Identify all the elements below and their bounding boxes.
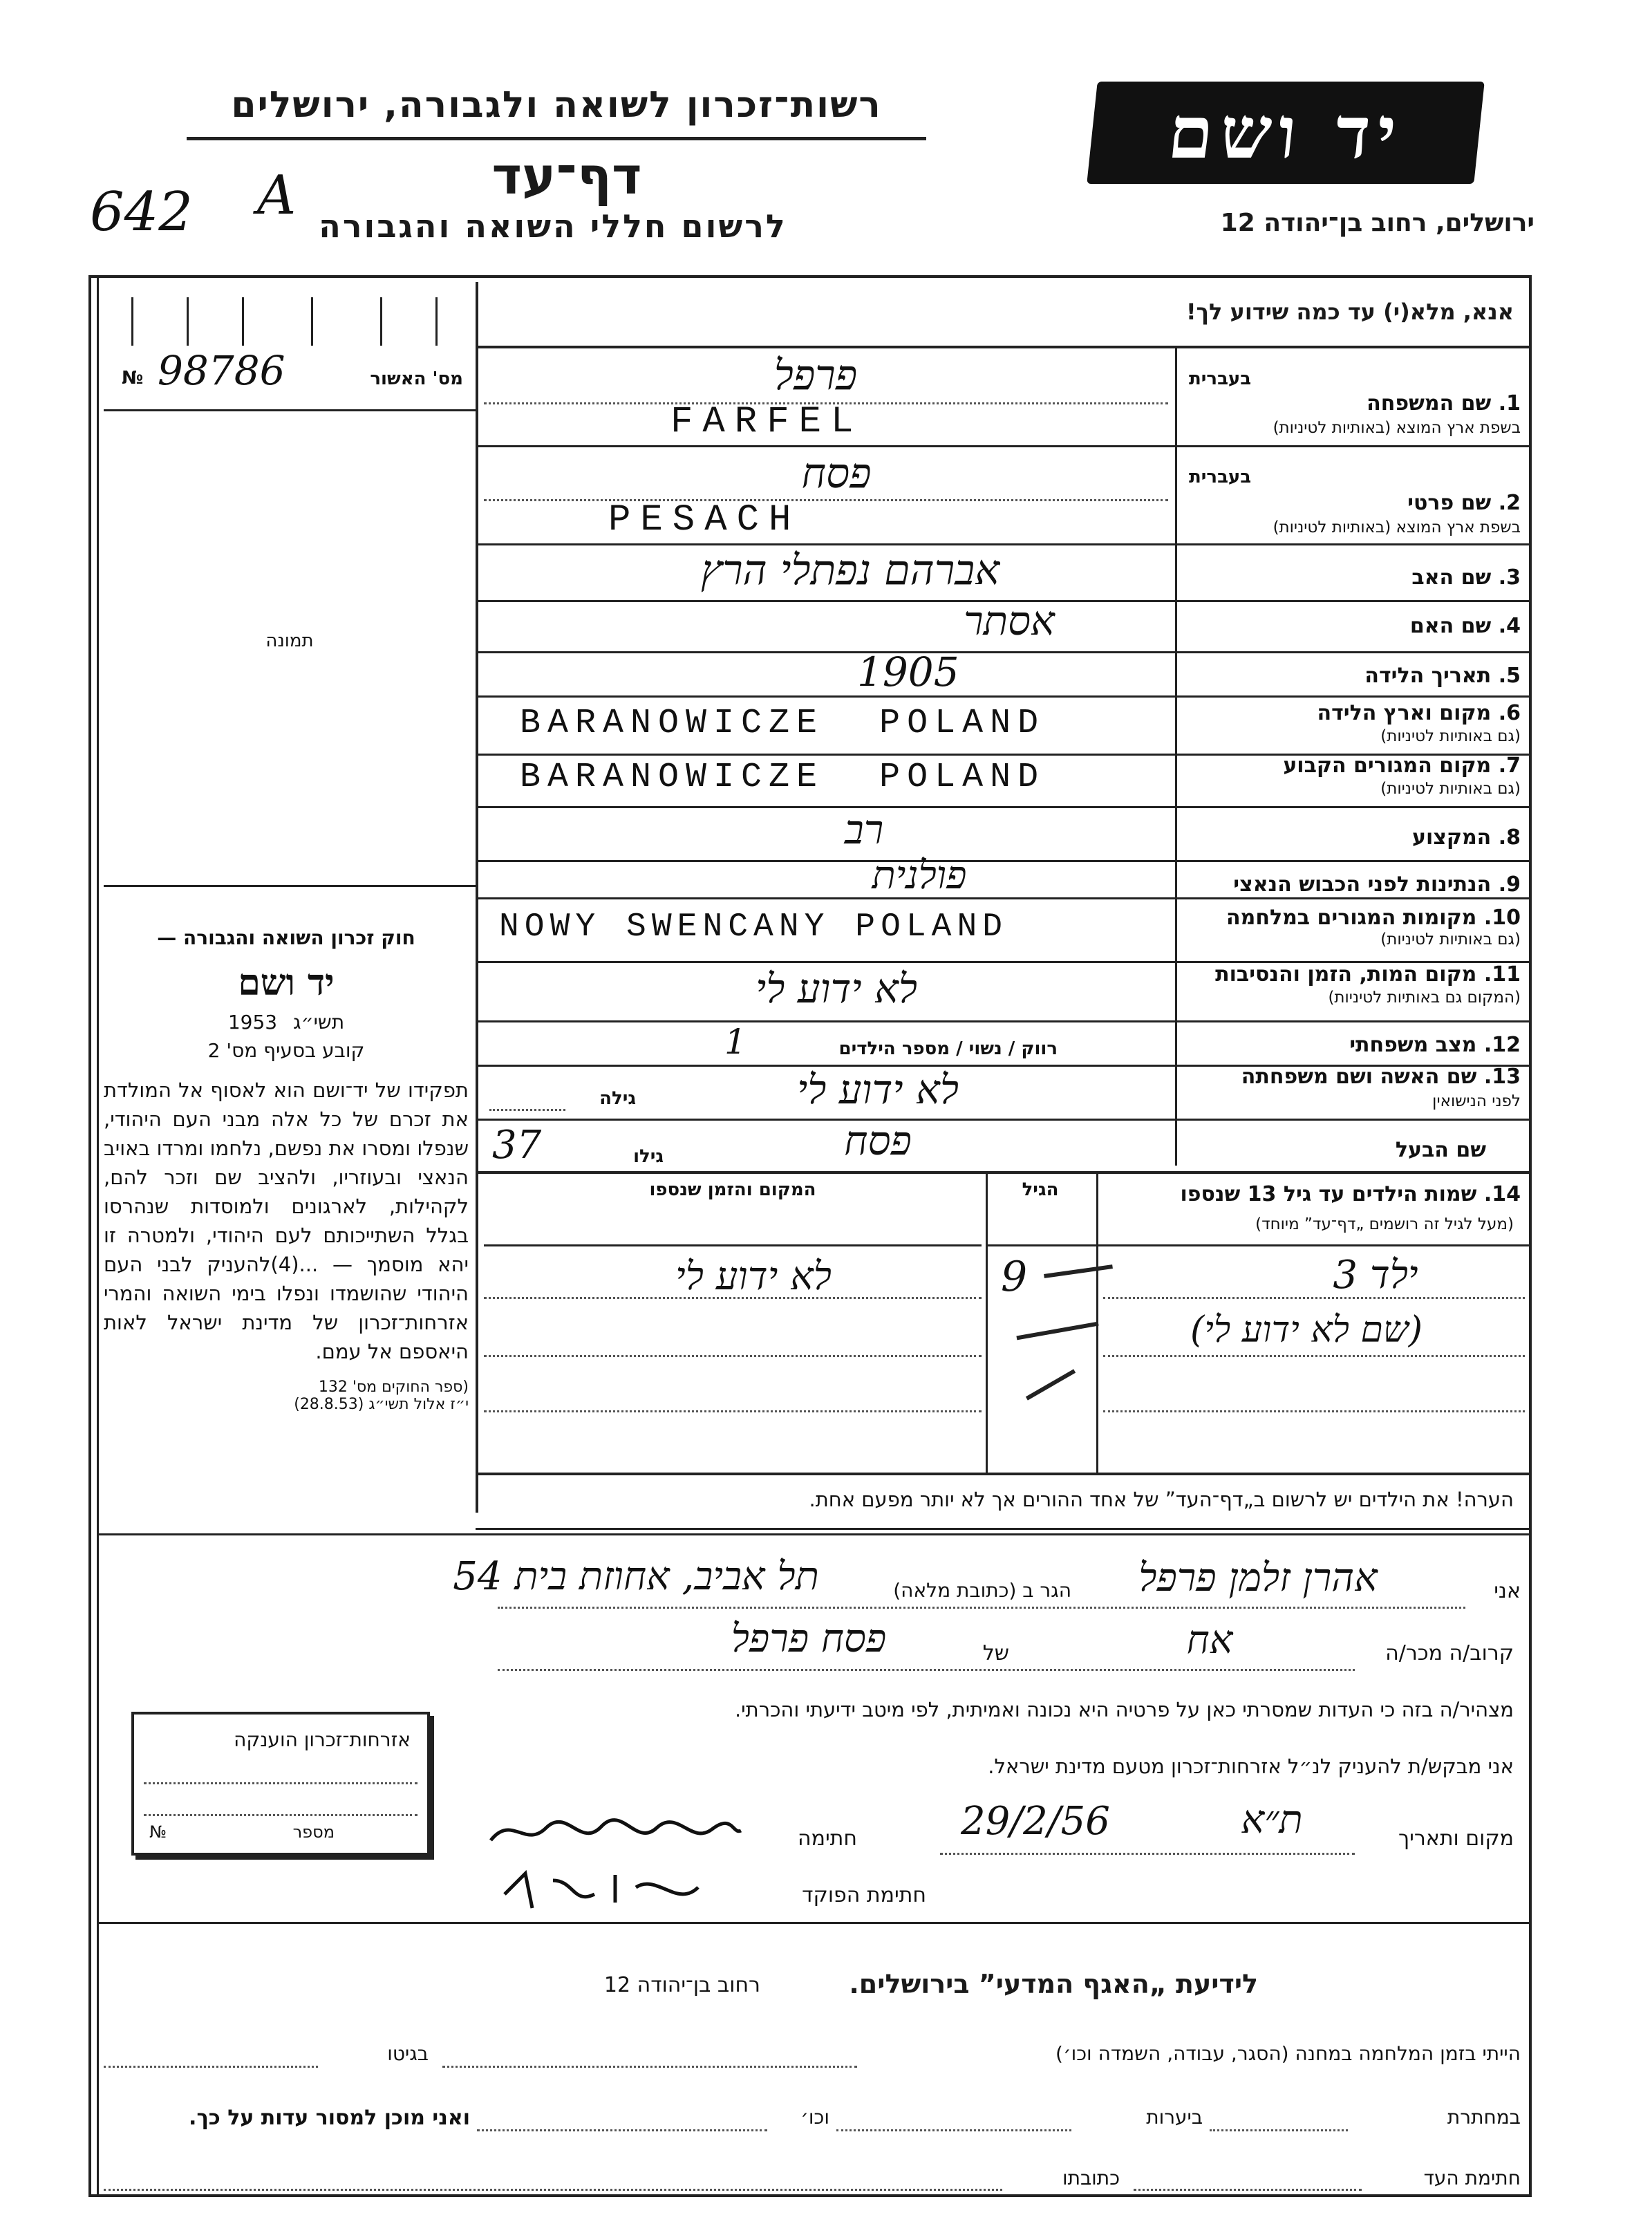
footer-line1-b: בגיטו (387, 2042, 429, 2065)
field-2-hebrew-tag: בעברית (1189, 467, 1252, 487)
field-11-label (1189, 964, 1521, 986)
husband-value[interactable]: פסח (844, 1117, 912, 1164)
children-col-age: הגיל (1022, 1179, 1059, 1200)
law-title: חוק זכרון השואה והגבורה — (157, 926, 415, 949)
footer-line1-a: הייתי בזמן המלחמה במחנה (הסגר, עבודה, השמדה וכו׳) (1055, 2042, 1521, 2065)
field-1-sub: בשפת ארץ המוצא (באותיות לטיניות) (1273, 419, 1521, 437)
field-5-value[interactable]: 1905 (857, 648, 959, 695)
field-13-value[interactable]: לא ידוע לי (797, 1066, 959, 1113)
child-1-place[interactable]: לא ידוע לי (675, 1254, 832, 1299)
relation-label: קרוב/ה מכר/ה (1385, 1641, 1514, 1665)
field-2-text: שם פרטי (1407, 491, 1492, 515)
field-8-label (1189, 827, 1521, 849)
field-13-sub: לפני הנישואין (1432, 1092, 1521, 1110)
child-1-age[interactable]: 9 (1001, 1253, 1028, 1301)
law-year-he: תשי״ג (293, 1011, 345, 1034)
form-subtitle: לרשום חללי השואה והגבורה (319, 207, 787, 245)
law-box (104, 926, 469, 1535)
field-8-value[interactable]: רב (844, 806, 884, 853)
field-10-text: מקומות המגורים במלחמה (1226, 906, 1477, 930)
law-ref-1: (ספר החוקים מס' 132 (318, 1379, 469, 1396)
of-value[interactable]: פסח פרפל (731, 1616, 887, 1661)
relation-value[interactable]: אח (1186, 1618, 1233, 1663)
law-name: יד ושם (238, 962, 335, 1004)
field-1-num: 1. (1498, 391, 1521, 415)
footer-line2-b: ביערות (1146, 2106, 1203, 2129)
citizenship-number-label: מספר (292, 1822, 335, 1842)
children-num: 14. (1483, 1182, 1521, 1206)
field-1-value-lat[interactable]: FARFEL (670, 401, 863, 443)
children-text: שמות הילדים עד גיל 13 שנספו (1180, 1182, 1477, 1206)
field-11-text: מקום המות, הזמן והנסיבות (1215, 962, 1477, 987)
declarant-signature (484, 1807, 747, 1856)
field-4-label (1189, 615, 1521, 637)
field-11-num: 11. (1483, 962, 1521, 987)
field-12-options: רווק / נשוי / מספר הילדים (838, 1038, 1058, 1059)
field-1-value-he[interactable]: פרפל (773, 351, 858, 400)
field-9-text: הנתינות לפני הכבוש הנאצי (1233, 872, 1492, 897)
field-9-value[interactable]: פולנית (872, 853, 967, 898)
field-1-label (1189, 393, 1521, 415)
header-rule (187, 137, 926, 140)
footer-line3-b: כתובתו (1062, 2167, 1120, 2189)
field-9-num: 9. (1498, 872, 1521, 897)
logo-text: יד ושם (1164, 90, 1407, 175)
of-label: של (982, 1641, 1009, 1665)
citizenship-title: אזרחות־זכרון הוענקה (234, 1728, 411, 1751)
field-7-label (1189, 755, 1521, 777)
signature-label: חתימה (797, 1826, 857, 1851)
label-column-divider (1175, 346, 1177, 1166)
field-6-sub: (גם באותיות לטיניות) (1380, 727, 1521, 745)
field-11-value[interactable]: לא ידוע לי (755, 965, 917, 1012)
law-year: 1953 (227, 1011, 278, 1034)
field-2-num: 2. (1498, 491, 1521, 515)
footer-line2-a: במחתרת (1447, 2106, 1521, 2129)
children-col-place: המקום והזמן שנספו (649, 1179, 816, 1200)
instruction: אנא, מלא(י) עד כמה שידוע לך! (1185, 299, 1514, 325)
field-1-hebrew-tag: בעברית (1189, 368, 1252, 389)
registration-number: 98786 (158, 347, 285, 394)
field-3-label (1189, 567, 1521, 589)
place-date-label: מקום ותאריך (1398, 1826, 1514, 1851)
field-13-label (1189, 1066, 1521, 1088)
header-address: ירושלים, רחוב בן־יהודה 12 (1220, 209, 1534, 237)
photo-bottom-rule (104, 885, 476, 887)
footer-line2-c: וכו׳ (800, 2106, 829, 2129)
field-3-num: 3. (1498, 566, 1521, 590)
registration-rule (104, 409, 476, 411)
field-12-value[interactable]: 1 (724, 1022, 747, 1062)
field-2-value-lat[interactable]: PESACH (608, 499, 801, 541)
field-4-text: שם האם (1409, 614, 1492, 638)
husband-age-value[interactable]: 37 (492, 1123, 542, 1168)
field-3-value[interactable]: אברהם נפתלי הרץ (700, 546, 1000, 595)
field-7-sub: (גם באותיות לטיניות) (1380, 780, 1521, 798)
children-label (1106, 1184, 1521, 1206)
declarant-resides-label: הגר ב (כתובת מלאה) (893, 1579, 1071, 1602)
field-11-sub: (המקום גם באותיות לטיניות) (1328, 989, 1521, 1007)
law-clause: קובע בסעיף מס' 2 (207, 1039, 365, 1062)
field-5-label (1189, 665, 1521, 687)
official-signature (498, 1867, 705, 1915)
footer-line3-a: חתימת העד (1423, 2167, 1521, 2189)
footer-line2-d: ואני מוכן למסור עדות על כך. (189, 2106, 470, 2130)
frame-left-double (97, 275, 99, 2197)
field-13-text: שם האשה ושם משפחתה (1241, 1065, 1477, 1089)
citizenship-request: אני מבקש/ת להעניק לנ״ל אזרחות־זכרון מטעם מדינת ישראל. (988, 1755, 1514, 1778)
children-sub: (מעל לגיל זה רושמים „דף־עד” מיוחד) (1255, 1215, 1514, 1233)
handwritten-number: 642 (90, 181, 193, 243)
declaration-text: מצהיר/ה בזה כי העדות שמסרתי כאן על פרטיה היא נכונה ואמיתית, לפי מיטב ידיעתי והכרתי. (734, 1698, 1514, 1721)
children-note: הערה! את הילדים יש לרשום ב„דף־העד” של אחד ההורים אך לא יותר מפעם אחת. (809, 1488, 1514, 1511)
field-2-label (1189, 492, 1521, 514)
law-ref-2: י״ז אלול תשי״ג (28.8.53) (294, 1396, 469, 1413)
date-value[interactable]: 29/2/56 (961, 1799, 1110, 1844)
citizenship-box (131, 1712, 430, 1856)
field-8-num: 8. (1498, 825, 1521, 850)
child-2-name[interactable]: (שם לא ידוע לי) (1190, 1309, 1423, 1351)
field-10-sub: (גם באותיות לטיניות) (1380, 931, 1521, 949)
registration-ticks (104, 297, 470, 353)
field-2-value-he[interactable]: פסח (801, 449, 872, 498)
field-7-value[interactable]: BARANOWICZE POLAND (520, 758, 1046, 797)
child-1-name[interactable]: ילד 3 (1333, 1253, 1418, 1298)
field-10-value[interactable]: NOWY SWENCANY POLAND (499, 908, 1008, 946)
place-value[interactable]: ת״א (1241, 1797, 1303, 1842)
declarant-ani: אני (1494, 1579, 1521, 1603)
field-6-text: מקום וארץ הלידה (1317, 701, 1492, 725)
field-5-text: תאריך הלידה (1364, 664, 1492, 688)
form-title: דף־עד (491, 147, 642, 206)
institution-name: רשות־זכרון לשואה ולגבורה, ירושלים (231, 84, 882, 126)
yad-vashem-logo (1087, 82, 1485, 184)
field-7-text: מקום המגורים הקבוע (1283, 754, 1492, 778)
law-text: תפקידו של יד־ושם הוא לאסוף אל המולדת את זכרם של כל אלה מבני העם היהודי, שנפלו ומסרו את נפשם, נלחמו ומרדו באויב הנאצי ובעוזריו, ולהציב שם וזכר להם, לקהילות, לארגונים ולמוסדות שנהרסו בגלל השתייכותם לעם היהודי, ולמטרה זו יהא מוסמך — ...(4)להעניק לבני העם היהודי שהושמדו ונפלו בימי השואה והמרי אזרחות־זכרון של מדינת ישראל לאות היאספם אל עמם. (104, 1078, 469, 1363)
instruction-rule (476, 346, 1532, 348)
field-8-text: המקצוע (1411, 825, 1492, 850)
declarant-address[interactable]: תל אביב, אחוזת בית 54 (453, 1554, 819, 1599)
field-4-value[interactable]: אסתר (964, 597, 1055, 644)
field-4-num: 4. (1498, 614, 1521, 638)
field-3-text: שם האב (1411, 566, 1492, 590)
husband-age-label: גילו (633, 1146, 664, 1167)
field-6-value[interactable]: BARANOWICZE POLAND (520, 704, 1046, 743)
footer-info: לידיעת „האגף המדעי” בירושלים. (849, 1969, 1258, 1999)
footer-address: רחוב בן־יהודה 12 (603, 1973, 760, 1997)
field-5-num: 5. (1498, 664, 1521, 688)
field-12-text: מצב משפחתי (1349, 1033, 1477, 1057)
citizenship-no-sign: № (149, 1822, 167, 1842)
photo-label: תמונה (265, 630, 314, 651)
registration-no-sign: № (122, 368, 144, 389)
field-12-label (1189, 1034, 1521, 1056)
field-10-label (1189, 907, 1521, 929)
declarant-name[interactable]: אהרן זלמן פרפל (1138, 1555, 1378, 1600)
field-10-num: 10. (1483, 906, 1521, 930)
registration-label: מס' האשור (370, 368, 463, 389)
stamp-letter: A (257, 165, 297, 227)
official-signature-label: חתימת הפוקד (802, 1883, 926, 1907)
field-6-label (1189, 702, 1521, 725)
field-2-sub: בשפת ארץ המוצא (באותיות לטיניות) (1273, 518, 1521, 536)
field-7-num: 7. (1498, 754, 1521, 778)
field-13-age-label: גילה (599, 1088, 636, 1109)
field-9-label (1189, 874, 1521, 896)
husband-label: שם הבעל (1395, 1138, 1486, 1162)
field-1-text: שם המשפחה (1367, 391, 1492, 415)
field-13-num: 13. (1483, 1065, 1521, 1089)
field-12-num: 12. (1483, 1033, 1521, 1057)
field-6-num: 6. (1498, 701, 1521, 725)
